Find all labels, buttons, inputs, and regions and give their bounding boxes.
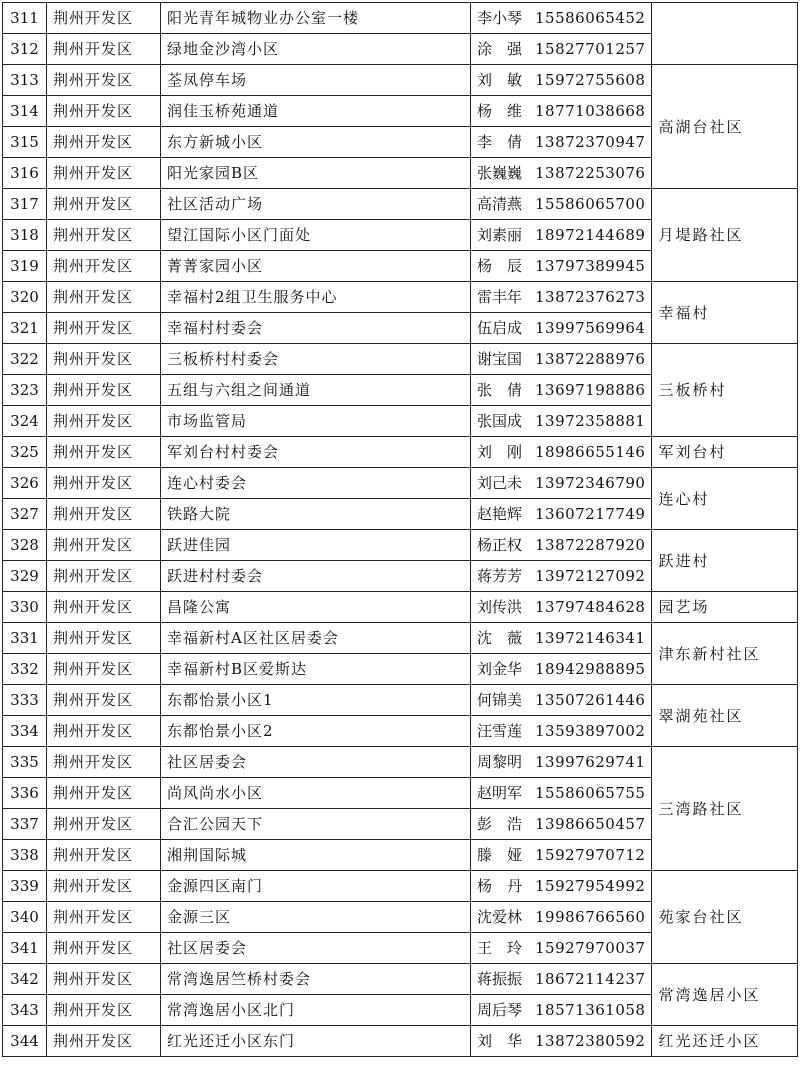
contact-name: 杨 辰 [477,257,523,275]
row-number: 317 [3,189,47,220]
contact-phone: 13872376273 [535,288,646,306]
contact-cell [471,406,652,437]
contact-name: 彭 浩 [477,815,523,833]
location-cell: 幸福新村A区社区居委会 [161,623,471,654]
contact-phone: 13997629741 [535,753,646,771]
contact-phone: 15586065700 [535,195,646,213]
contact-name: 赵明军 [477,784,523,802]
contact-phone: 15827701257 [535,40,646,58]
contact-phone: 15586065755 [535,784,646,802]
location-cell: 金源三区 [161,902,471,933]
district-cell: 荆州开发区 [47,778,161,809]
contact-cell [471,685,652,716]
location-cell: 金源四区南门 [161,871,471,902]
contact-name: 王 玲 [477,939,523,957]
contact-name: 何锦美 [477,691,523,709]
district-cell: 荆州开发区 [47,716,161,747]
table-row [3,871,798,902]
contact-name: 杨 丹 [477,877,523,895]
district-cell: 荆州开发区 [47,809,161,840]
contact-name: 滕 娅 [477,846,523,864]
contact-cell [471,933,652,964]
community-cell: 高湖台社区 [652,65,798,189]
district-cell: 荆州开发区 [47,623,161,654]
contact-name: 赵艳辉 [477,505,523,523]
contact-cell [471,34,652,65]
district-cell: 荆州开发区 [47,499,161,530]
community-cell: 翠湖苑社区 [652,685,798,747]
row-number: 314 [3,96,47,127]
contact-cell [471,995,652,1026]
row-number: 324 [3,406,47,437]
contact-cell [471,158,652,189]
contact-name: 刘素丽 [477,226,523,244]
district-cell: 荆州开发区 [47,65,161,96]
district-cell: 荆州开发区 [47,127,161,158]
location-cell: 润佳玉桥苑通道 [161,96,471,127]
row-number: 316 [3,158,47,189]
contact-cell [471,623,652,654]
row-number: 320 [3,282,47,313]
row-number: 319 [3,251,47,282]
contact-cell [471,654,652,685]
contact-phone: 18771038668 [535,102,646,120]
location-cell: 东都怡景小区2 [161,716,471,747]
contact-phone: 13872287920 [535,536,646,554]
row-number: 330 [3,592,47,623]
table-row [3,685,798,716]
table-row [3,189,798,220]
district-cell: 荆州开发区 [47,871,161,902]
location-cell: 社区居委会 [161,933,471,964]
row-number: 322 [3,344,47,375]
row-number: 332 [3,654,47,685]
contact-cell [471,964,652,995]
district-cell: 荆州开发区 [47,468,161,499]
community-cell: 幸福村 [652,282,798,344]
contact-name: 李 倩 [477,133,523,151]
table-row [3,530,798,561]
district-cell: 荆州开发区 [47,313,161,344]
contact-phone: 13797389945 [535,257,646,275]
contact-phone: 13986650457 [535,815,646,833]
row-number: 321 [3,313,47,344]
district-cell: 荆州开发区 [47,375,161,406]
community-cell: 园艺场 [652,592,798,623]
table-row [3,282,798,313]
table-row [3,468,798,499]
contact-cell [471,96,652,127]
district-cell: 荆州开发区 [47,437,161,468]
location-cell: 军刘台村村委会 [161,437,471,468]
district-cell: 荆州开发区 [47,34,161,65]
district-cell: 荆州开发区 [47,561,161,592]
location-cell: 常湾逸居小区北门 [161,995,471,1026]
contact-name: 杨正权 [477,536,523,554]
contact-phone: 18986655146 [535,443,646,461]
contact-cell [471,344,652,375]
contact-phone: 15972755608 [535,71,646,89]
location-cell: 望江国际小区门面处 [161,220,471,251]
contact-name: 刘金华 [477,660,523,678]
district-cell: 荆州开发区 [47,282,161,313]
row-number: 313 [3,65,47,96]
row-number: 327 [3,499,47,530]
location-cell: 荃凤停车场 [161,65,471,96]
contact-name: 伍启成 [477,319,523,337]
table-row [3,437,798,468]
contact-cell [471,375,652,406]
district-cell: 荆州开发区 [47,840,161,871]
contact-name: 刘 刚 [477,443,523,461]
district-cell: 荆州开发区 [47,933,161,964]
contact-cell [471,902,652,933]
contact-phone: 13972346790 [535,474,646,492]
district-cell: 荆州开发区 [47,344,161,375]
table-row [3,65,798,96]
contact-phone: 13872380592 [535,1032,646,1050]
location-cell: 湘荆国际城 [161,840,471,871]
contact-cell [471,468,652,499]
contact-cell [471,1026,652,1057]
contact-name: 沈 薇 [477,629,523,647]
contact-phone: 15927970712 [535,846,646,864]
contact-phone: 18571361058 [535,1001,646,1019]
district-cell: 荆州开发区 [47,592,161,623]
row-number: 336 [3,778,47,809]
community-cell: 三湾路社区 [652,747,798,871]
contact-phone: 13997569964 [535,319,646,337]
contact-cell [471,809,652,840]
district-cell: 荆州开发区 [47,995,161,1026]
location-cell: 尚风尚水小区 [161,778,471,809]
contact-name: 张 倩 [477,381,523,399]
row-number: 331 [3,623,47,654]
contact-cell [471,871,652,902]
contact-cell [471,592,652,623]
district-cell: 荆州开发区 [47,220,161,251]
contact-cell [471,220,652,251]
location-cell: 阳光青年城物业办公室一楼 [161,3,471,34]
location-cell: 东都怡景小区1 [161,685,471,716]
district-cell: 荆州开发区 [47,251,161,282]
contact-name: 张国成 [477,412,523,430]
row-number: 326 [3,468,47,499]
contact-name: 刘传洪 [477,598,523,616]
community-cell: 连心村 [652,468,798,530]
row-number: 343 [3,995,47,1026]
contact-phone: 13972127092 [535,567,646,585]
location-cell: 跃进村村委会 [161,561,471,592]
row-number: 344 [3,1026,47,1057]
contact-phone: 15927954992 [535,877,646,895]
table-row [3,3,798,34]
contact-cell [471,65,652,96]
district-cell: 荆州开发区 [47,530,161,561]
contact-cell [471,127,652,158]
location-cell: 合汇公园天下 [161,809,471,840]
row-number: 333 [3,685,47,716]
contact-name: 刘 敏 [477,71,523,89]
contact-phone: 13593897002 [535,722,646,740]
location-cell: 昌隆公寓 [161,592,471,623]
contact-phone: 13872370947 [535,133,646,151]
location-cell: 跃进佳园 [161,530,471,561]
location-cell: 三板桥村村委会 [161,344,471,375]
contact-phone: 15586065452 [535,9,646,27]
contact-phone: 13607217749 [535,505,646,523]
table-row [3,1026,798,1057]
row-number: 342 [3,964,47,995]
location-cell: 社区活动广场 [161,189,471,220]
contact-name: 周后琴 [477,1001,523,1019]
row-number: 340 [3,902,47,933]
row-number: 318 [3,220,47,251]
location-cell: 市场监管局 [161,406,471,437]
district-cell: 荆州开发区 [47,1026,161,1057]
contact-phone: 13972358881 [535,412,646,430]
row-number: 325 [3,437,47,468]
community-cell [652,3,798,65]
row-number: 341 [3,933,47,964]
contact-cell [471,437,652,468]
community-cell: 军刘台村 [652,437,798,468]
district-cell: 荆州开发区 [47,654,161,685]
district-cell: 荆州开发区 [47,964,161,995]
table-row [3,964,798,995]
table-row [3,592,798,623]
contact-phone: 15927970037 [535,939,646,957]
community-cell: 跃进村 [652,530,798,592]
contact-name: 谢宝国 [477,350,523,368]
row-number: 328 [3,530,47,561]
location-cell: 绿地金沙湾小区 [161,34,471,65]
contact-phone: 18672114237 [535,970,646,988]
contact-cell [471,499,652,530]
contact-cell [471,313,652,344]
location-cell: 红光还迁小区东门 [161,1026,471,1057]
contact-cell [471,189,652,220]
location-cell: 连心村委会 [161,468,471,499]
district-cell: 荆州开发区 [47,96,161,127]
contact-name: 蒋振振 [477,970,523,988]
row-number: 312 [3,34,47,65]
contact-phone: 13507261446 [535,691,646,709]
contact-cell [471,282,652,313]
row-number: 338 [3,840,47,871]
location-cell: 铁路大院 [161,499,471,530]
contact-cell [471,251,652,282]
district-cell: 荆州开发区 [47,747,161,778]
contact-name: 高清燕 [477,195,523,213]
contact-name: 张巍巍 [477,164,523,182]
district-cell: 荆州开发区 [47,406,161,437]
contact-phone: 13872253076 [535,164,646,182]
contact-name: 刘 华 [477,1032,523,1050]
contact-name: 杨 维 [477,102,523,120]
contact-phone: 18942988895 [535,660,646,678]
row-number: 337 [3,809,47,840]
table-body [3,3,798,1057]
community-cell: 月堤路社区 [652,189,798,282]
contact-cell [471,716,652,747]
row-number: 339 [3,871,47,902]
row-number: 311 [3,3,47,34]
contact-name: 周黎明 [477,753,523,771]
contact-name: 刘己未 [477,474,523,492]
community-cell: 三板桥村 [652,344,798,437]
district-cell: 荆州开发区 [47,685,161,716]
location-cell: 东方新城小区 [161,127,471,158]
location-cell: 幸福新村B区爱斯达 [161,654,471,685]
contact-phone: 13797484628 [535,598,646,616]
contact-name: 雷丰年 [477,288,523,306]
row-number: 315 [3,127,47,158]
district-cell: 荆州开发区 [47,189,161,220]
contact-name: 涂 强 [477,40,523,58]
row-number: 323 [3,375,47,406]
contact-cell [471,778,652,809]
row-number: 335 [3,747,47,778]
page-bottom-edge [0,1066,800,1072]
location-cell: 五组与六组之间通道 [161,375,471,406]
community-cell: 苑家台社区 [652,871,798,964]
contact-cell [471,840,652,871]
table-row [3,344,798,375]
location-cell: 幸福村2组卫生服务中心 [161,282,471,313]
district-cell: 荆州开发区 [47,158,161,189]
location-cell: 阳光家园B区 [161,158,471,189]
district-cell: 荆州开发区 [47,902,161,933]
location-cell: 社区居委会 [161,747,471,778]
contact-cell [471,561,652,592]
location-cell: 幸福村村委会 [161,313,471,344]
location-cell: 菁菁家园小区 [161,251,471,282]
table-row [3,623,798,654]
contact-name: 沈爱林 [477,908,523,926]
contact-phone: 13972146341 [535,629,646,647]
checkpoint-table [2,2,798,1057]
row-number: 334 [3,716,47,747]
contact-phone: 13697198886 [535,381,646,399]
table-row [3,747,798,778]
community-cell: 津东新村社区 [652,623,798,685]
contact-name: 汪雪莲 [477,722,523,740]
contact-cell [471,530,652,561]
location-cell: 常湾逸居竺桥村委会 [161,964,471,995]
community-cell: 红光还迁小区 [652,1026,798,1057]
contact-phone: 19986766560 [535,908,646,926]
district-cell: 荆州开发区 [47,3,161,34]
contact-cell [471,747,652,778]
contact-name: 李小琴 [477,9,523,27]
contact-name: 蒋芳芳 [477,567,523,585]
community-cell: 常湾逸居小区 [652,964,798,1026]
contact-cell [471,3,652,34]
row-number: 329 [3,561,47,592]
contact-phone: 13872288976 [535,350,646,368]
contact-phone: 18972144689 [535,226,646,244]
